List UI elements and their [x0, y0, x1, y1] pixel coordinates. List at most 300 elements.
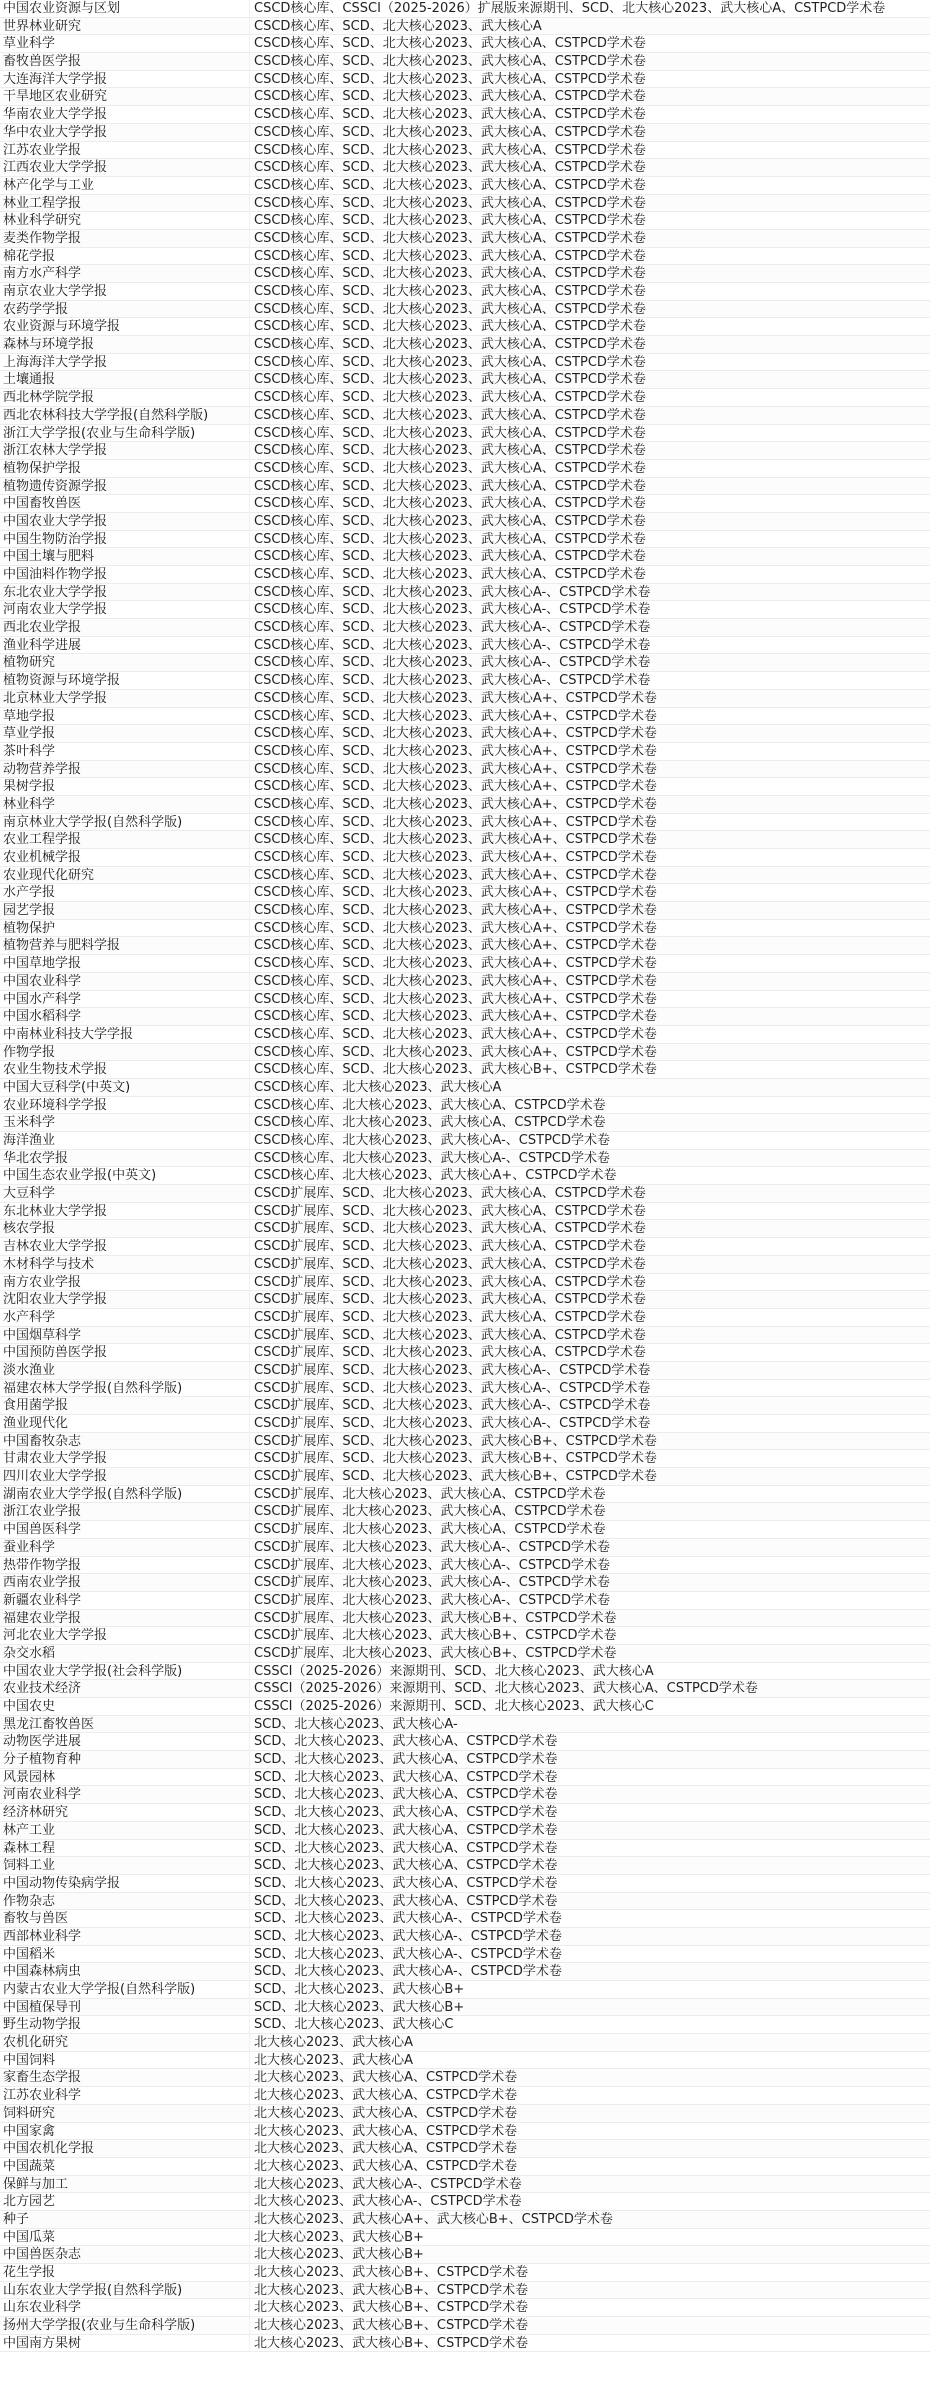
- table-row: [0, 2211, 930, 2229]
- table-row: [0, 1663, 930, 1681]
- journal-name-cell: 河南农业大学学报: [0, 601, 250, 618]
- table-row: [0, 2140, 930, 2158]
- table-row: [0, 920, 930, 938]
- journal-name-cell: 河北农业大学学报: [0, 1627, 250, 1644]
- journal-name-cell: 果树学报: [0, 778, 250, 795]
- journal-name-cell: 华南农业大学学报: [0, 106, 250, 123]
- table-row: [0, 1061, 930, 1079]
- table-row: [0, 2087, 930, 2105]
- journal-name-cell: 华北农学报: [0, 1150, 250, 1167]
- table-row: [0, 1415, 930, 1433]
- index-listing-cell: CSCD核心库、SCD、北大核心2023、武大核心A、CSTPCD学术卷: [254, 496, 646, 512]
- table-row: [0, 265, 930, 283]
- index-listing-cell: SCD、北大核心2023、武大核心A、CSTPCD学术卷: [254, 1893, 558, 1909]
- index-listing-cell: CSCD核心库、SCD、北大核心2023、武大核心A+、CSTPCD学术卷: [254, 761, 657, 777]
- index-listing-cell: CSCD核心库、SCD、北大核心2023、武大核心A: [254, 18, 542, 34]
- index-listing-cell: CSCD核心库、SCD、北大核心2023、武大核心A+、CSTPCD学术卷: [254, 1009, 657, 1025]
- table-row: [0, 407, 930, 425]
- index-listing-cell: CSCD核心库、SCD、北大核心2023、武大核心A+、CSTPCD学术卷: [254, 973, 657, 989]
- journal-name-cell: 植物研究: [0, 654, 250, 671]
- table-row: [0, 619, 930, 637]
- journal-name-cell: 山东农业大学学报(自然科学版): [0, 2282, 250, 2299]
- table-row: [0, 2069, 930, 2087]
- index-listing-cell: CSCD核心库、SCD、北大核心2023、武大核心A+、CSTPCD学术卷: [254, 779, 657, 795]
- journal-name-cell: 中国兽医科学: [0, 1521, 250, 1538]
- journal-name-cell: 核农学报: [0, 1220, 250, 1237]
- journal-name-cell: 东北林业大学学报: [0, 1203, 250, 1220]
- table-row: [0, 1220, 930, 1238]
- table-row: [0, 584, 930, 602]
- journal-name-cell: 野生动物学报: [0, 2016, 250, 2033]
- journal-name-cell: 华中农业大学学报: [0, 124, 250, 141]
- journal-name-cell: 中国饲料: [0, 2052, 250, 2069]
- table-row: [0, 88, 930, 106]
- journal-name-cell: 水产学报: [0, 884, 250, 901]
- journal-name-cell: 草业科学: [0, 35, 250, 52]
- index-listing-cell: CSCD核心库、SCD、北大核心2023、武大核心A、CSTPCD学术卷: [254, 354, 646, 370]
- journal-name-cell: 中国畜牧杂志: [0, 1433, 250, 1450]
- table-row: [0, 478, 930, 496]
- table-row: [0, 902, 930, 920]
- index-listing-cell: CSCD核心库、SCD、北大核心2023、武大核心A、CSTPCD学术卷: [254, 478, 646, 494]
- index-listing-cell: CSCD核心库、SCD、北大核心2023、武大核心A、CSTPCD学术卷: [254, 36, 646, 52]
- index-listing-cell: CSCD扩展库、SCD、北大核心2023、武大核心A、CSTPCD学术卷: [254, 1345, 646, 1361]
- journal-name-cell: 作物学报: [0, 1044, 250, 1061]
- table-row: [0, 2193, 930, 2211]
- journal-name-cell: 甘肃农业大学学报: [0, 1450, 250, 1467]
- index-listing-cell: CSCD核心库、SCD、北大核心2023、武大核心A+、CSTPCD学术卷: [254, 708, 657, 724]
- index-listing-cell: CSCD核心库、SCD、北大核心2023、武大核心A、CSTPCD学术卷: [254, 213, 646, 229]
- journal-name-cell: 棉花学报: [0, 248, 250, 265]
- table-row: [0, 955, 930, 973]
- index-listing-cell: 北大核心2023、武大核心A-、CSTPCD学术卷: [254, 2176, 522, 2192]
- index-listing-cell: CSCD核心库、SCD、北大核心2023、武大核心B+、CSTPCD学术卷: [254, 1062, 657, 1078]
- journal-name-cell: 中国烟草科学: [0, 1327, 250, 1344]
- journal-name-cell: 江西农业大学学报: [0, 159, 250, 176]
- index-listing-cell: 北大核心2023、武大核心B+、CSTPCD学术卷: [254, 2318, 529, 2334]
- journal-name-cell: 干旱地区农业研究: [0, 88, 250, 105]
- index-listing-cell: CSCD核心库、SCD、北大核心2023、武大核心A、CSTPCD学术卷: [254, 407, 646, 423]
- index-listing-cell: CSCD扩展库、北大核心2023、武大核心A、CSTPCD学术卷: [254, 1504, 606, 1520]
- journal-name-cell: 南方农业学报: [0, 1274, 250, 1291]
- journal-name-cell: 蚕业科学: [0, 1539, 250, 1556]
- table-row: [0, 1981, 930, 1999]
- journal-name-cell: 四川农业大学学报: [0, 1468, 250, 1485]
- table-row: [0, 124, 930, 142]
- journal-name-cell: 农业工程学报: [0, 831, 250, 848]
- index-listing-cell: CSCD核心库、SCD、北大核心2023、武大核心A、CSTPCD学术卷: [254, 124, 646, 140]
- index-listing-cell: SCD、北大核心2023、武大核心C: [254, 2017, 454, 2033]
- table-row: [0, 1539, 930, 1557]
- table-row: [0, 637, 930, 655]
- table-row: [0, 1132, 930, 1150]
- table-row: [0, 1256, 930, 1274]
- table-row: [0, 425, 930, 443]
- table-row: [0, 743, 930, 761]
- journal-name-cell: 中国畜牧兽医: [0, 495, 250, 512]
- journal-name-cell: 南方水产科学: [0, 265, 250, 282]
- journal-name-cell: 西北农业学报: [0, 619, 250, 636]
- index-listing-cell: SCD、北大核心2023、武大核心A-、CSTPCD学术卷: [254, 1964, 562, 1980]
- index-listing-cell: CSCD核心库、SCD、北大核心2023、武大核心A、CSTPCD学术卷: [254, 177, 646, 193]
- index-listing-cell: CSCD扩展库、北大核心2023、武大核心B+、CSTPCD学术卷: [254, 1628, 617, 1644]
- index-listing-cell: CSCD核心库、SCD、北大核心2023、武大核心A、CSTPCD学术卷: [254, 301, 646, 317]
- table-row: [0, 654, 930, 672]
- index-listing-cell: 北大核心2023、武大核心A、CSTPCD学术卷: [254, 2070, 518, 2086]
- index-listing-cell: 北大核心2023、武大核心B+、CSTPCD学术卷: [254, 2282, 529, 2298]
- table-row: [0, 1751, 930, 1769]
- journal-name-cell: 内蒙古农业大学学报(自然科学版): [0, 1981, 250, 1998]
- table-row: [0, 1026, 930, 1044]
- journal-name-cell: 畜牧兽医学报: [0, 53, 250, 70]
- index-listing-cell: SCD、北大核心2023、武大核心B+: [254, 1982, 465, 1997]
- table-row: [0, 672, 930, 690]
- index-listing-cell: 北大核心2023、武大核心B+、CSTPCD学术卷: [254, 2265, 529, 2280]
- journal-name-cell: 植物保护学报: [0, 460, 250, 477]
- table-row: [0, 53, 930, 71]
- journal-name-cell: 农药学学报: [0, 301, 250, 318]
- table-row: [0, 1592, 930, 1610]
- index-listing-cell: CSCD核心库、SCD、北大核心2023、武大核心A、CSTPCD学术卷: [254, 54, 646, 70]
- table-row: [0, 195, 930, 213]
- journal-name-cell: 中国农机化学报: [0, 2140, 250, 2157]
- index-listing-cell: CSCD核心库、SCD、北大核心2023、武大核心A、CSTPCD学术卷: [254, 142, 646, 158]
- index-listing-cell: 北大核心2023、武大核心A、CSTPCD学术卷: [254, 2105, 518, 2121]
- index-listing-cell: CSCD核心库、SCD、北大核心2023、武大核心A-、CSTPCD学术卷: [254, 637, 651, 653]
- journal-name-cell: 中国稻米: [0, 1946, 250, 1963]
- journal-name-cell: 植物保护: [0, 920, 250, 937]
- table-row: [0, 2123, 930, 2141]
- index-listing-cell: CSCD核心库、SCD、北大核心2023、武大核心A、CSTPCD学术卷: [254, 195, 646, 211]
- journal-name-cell: 中国水稻科学: [0, 1008, 250, 1025]
- index-listing-cell: CSCD核心库、SCD、北大核心2023、武大核心A+、CSTPCD学术卷: [254, 743, 657, 759]
- journal-name-cell: 麦类作物学报: [0, 230, 250, 247]
- journal-name-cell: 北京林业大学学报: [0, 690, 250, 707]
- index-listing-cell: SCD、北大核心2023、武大核心A、CSTPCD学术卷: [254, 1875, 558, 1891]
- index-listing-cell: CSCD扩展库、SCD、北大核心2023、武大核心A、CSTPCD学术卷: [254, 1292, 646, 1308]
- index-listing-cell: SCD、北大核心2023、武大核心A、CSTPCD学术卷: [254, 1734, 558, 1750]
- index-listing-cell: SCD、北大核心2023、武大核心A-、CSTPCD学术卷: [254, 1911, 562, 1927]
- journal-name-cell: 江苏农业学报: [0, 142, 250, 159]
- table-row: [0, 1503, 930, 1521]
- journal-name-cell: 中国森林病虫: [0, 1963, 250, 1980]
- table-row: [0, 177, 930, 195]
- journal-name-cell: 保鲜与加工: [0, 2176, 250, 2193]
- index-listing-cell: CSCD核心库、SCD、北大核心2023、武大核心A-、CSTPCD学术卷: [254, 602, 651, 618]
- table-row: [0, 1840, 930, 1858]
- journal-name-cell: 新疆农业科学: [0, 1592, 250, 1609]
- journal-name-cell: 森林工程: [0, 1840, 250, 1857]
- table-row: [0, 301, 930, 319]
- index-listing-cell: CSCD核心库、SCD、北大核心2023、武大核心A+、CSTPCD学术卷: [254, 885, 657, 901]
- table-row: [0, 708, 930, 726]
- table-row: [0, 212, 930, 230]
- index-listing-cell: CSCD核心库、北大核心2023、武大核心A: [254, 1079, 502, 1095]
- index-listing-cell: CSCD扩展库、SCD、北大核心2023、武大核心A-、CSTPCD学术卷: [254, 1380, 651, 1396]
- index-listing-cell: CSCD核心库、SCD、北大核心2023、武大核心A、CSTPCD学术卷: [254, 443, 646, 459]
- table-row: [0, 601, 930, 619]
- index-listing-cell: CSCD核心库、SCD、北大核心2023、武大核心A、CSTPCD学术卷: [254, 284, 646, 299]
- index-listing-cell: 北大核心2023、武大核心B+、CSTPCD学术卷: [254, 2335, 529, 2351]
- index-listing-cell: CSCD扩展库、SCD、北大核心2023、武大核心A、CSTPCD学术卷: [254, 1186, 646, 1202]
- table-row: [0, 1680, 930, 1698]
- journal-name-cell: 浙江农业学报: [0, 1503, 250, 1520]
- table-row: [0, 495, 930, 513]
- table-row: [0, 2016, 930, 2034]
- index-listing-cell: CSCD核心库、SCD、北大核心2023、武大核心A+、CSTPCD学术卷: [254, 726, 657, 742]
- journal-name-cell: 中国农业大学学报: [0, 513, 250, 530]
- index-listing-cell: 北大核心2023、武大核心A-、CSTPCD学术卷: [254, 2194, 522, 2210]
- journal-name-cell: 福建农业学报: [0, 1610, 250, 1627]
- table-row: [0, 1999, 930, 2017]
- table-row: [0, 1928, 930, 1946]
- journal-name-cell: 杂交水稻: [0, 1645, 250, 1662]
- index-listing-cell: CSCD扩展库、SCD、北大核心2023、武大核心B+、CSTPCD学术卷: [254, 1433, 657, 1449]
- table-row: [0, 1574, 930, 1592]
- index-listing-cell: SCD、北大核心2023、武大核心A、CSTPCD学术卷: [254, 1787, 558, 1803]
- table-row: [0, 1893, 930, 1911]
- index-listing-cell: CSCD核心库、SCD、北大核心2023、武大核心A+、CSTPCD学术卷: [254, 1044, 657, 1060]
- journal-name-cell: 家畜生态学报: [0, 2069, 250, 2086]
- journal-name-cell: 吉林农业大学学报: [0, 1238, 250, 1255]
- journal-name-cell: 湖南农业大学学报(自然科学版): [0, 1486, 250, 1503]
- index-listing-cell: CSCD扩展库、北大核心2023、武大核心B+、CSTPCD学术卷: [254, 1610, 617, 1626]
- table-row: [0, 566, 930, 584]
- index-listing-cell: CSCD核心库、北大核心2023、武大核心A、CSTPCD学术卷: [254, 1097, 606, 1113]
- index-listing-cell: CSCD核心库、SCD、北大核心2023、武大核心A、CSTPCD学术卷: [254, 513, 646, 529]
- journal-name-cell: 西部林业科学: [0, 1928, 250, 1945]
- table-row: [0, 991, 930, 1009]
- table-row: [0, 2299, 930, 2317]
- table-row: [0, 1698, 930, 1716]
- journal-name-cell: 热带作物学报: [0, 1557, 250, 1574]
- journal-name-cell: 中国油料作物学报: [0, 566, 250, 583]
- index-listing-cell: CSCD核心库、SCD、北大核心2023、武大核心A、CSTPCD学术卷: [254, 71, 646, 87]
- index-listing-cell: 北大核心2023、武大核心A、CSTPCD学术卷: [254, 2088, 518, 2104]
- index-listing-cell: CSCD核心库、SCD、北大核心2023、武大核心A、CSTPCD学术卷: [254, 567, 646, 582]
- journal-name-cell: 植物遗传资源学报: [0, 478, 250, 495]
- index-listing-cell: CSCD扩展库、SCD、北大核心2023、武大核心A、CSTPCD学术卷: [254, 1221, 646, 1237]
- journal-name-cell: 山东农业科学: [0, 2299, 250, 2316]
- journal-name-cell: 中国水产科学: [0, 991, 250, 1008]
- index-listing-cell: SCD、北大核心2023、武大核心B+: [254, 1999, 465, 2015]
- index-listing-cell: SCD、北大核心2023、武大核心A、CSTPCD学术卷: [254, 1805, 558, 1821]
- table-row: [0, 1450, 930, 1468]
- journal-name-cell: 大连海洋大学学报: [0, 71, 250, 88]
- journal-name-cell: 花生学报: [0, 2264, 250, 2281]
- table-row: [0, 230, 930, 248]
- table-row: [0, 1097, 930, 1115]
- table-row: [0, 2034, 930, 2052]
- index-listing-cell: SCD、北大核心2023、武大核心A、CSTPCD学术卷: [254, 1752, 558, 1768]
- journal-name-cell: 西南农业学报: [0, 1574, 250, 1591]
- index-listing-cell: CSCD核心库、CSSCI（2025-2026）扩展版来源期刊、SCD、北大核心2023、武大核心A、CSTPCD学术卷: [254, 1, 886, 16]
- journal-name-cell: 渔业现代化: [0, 1415, 250, 1432]
- index-listing-cell: CSCD扩展库、北大核心2023、武大核心A-、CSTPCD学术卷: [254, 1592, 610, 1608]
- journal-name-cell: 中国农业大学学报(社会科学版): [0, 1663, 250, 1680]
- index-listing-cell: SCD、北大核心2023、武大核心A、CSTPCD学术卷: [254, 1858, 558, 1874]
- index-listing-cell: 北大核心2023、武大核心A、CSTPCD学术卷: [254, 2123, 518, 2139]
- index-listing-cell: CSCD扩展库、SCD、北大核心2023、武大核心A-、CSTPCD学术卷: [254, 1416, 651, 1431]
- journal-name-cell: 浙江农林大学学报: [0, 442, 250, 459]
- journal-name-cell: 林产化学与工业: [0, 177, 250, 194]
- table-row: [0, 460, 930, 478]
- index-listing-cell: CSCD核心库、SCD、北大核心2023、武大核心A+、CSTPCD学术卷: [254, 938, 657, 954]
- index-listing-cell: CSCD核心库、SCD、北大核心2023、武大核心A-、CSTPCD学术卷: [254, 655, 651, 671]
- journal-name-cell: 中国预防兽医学报: [0, 1344, 250, 1361]
- journal-name-cell: 玉米科学: [0, 1114, 250, 1131]
- table-row: [0, 1433, 930, 1451]
- index-listing-cell: CSCD核心库、北大核心2023、武大核心A、CSTPCD学术卷: [254, 1115, 606, 1131]
- index-listing-cell: CSCD核心库、SCD、北大核心2023、武大核心A、CSTPCD学术卷: [254, 89, 646, 105]
- journal-name-cell: 林业科学研究: [0, 212, 250, 229]
- journal-name-cell: 河南农业科学: [0, 1786, 250, 1803]
- table-row: [0, 831, 930, 849]
- journal-name-cell: 上海海洋大学学报: [0, 354, 250, 371]
- table-row: [0, 1875, 930, 1893]
- journal-name-cell: 中南林业科技大学学报: [0, 1026, 250, 1043]
- table-row: [0, 1946, 930, 1964]
- journal-name-cell: 园艺学报: [0, 902, 250, 919]
- table-row: [0, 371, 930, 389]
- journal-name-cell: 中国农业资源与区划: [0, 0, 250, 17]
- table-row: [0, 1557, 930, 1575]
- table-row: [0, 18, 930, 36]
- index-listing-cell: CSCD扩展库、SCD、北大核心2023、武大核心A、CSTPCD学术卷: [254, 1256, 646, 1272]
- table-row: [0, 2246, 930, 2264]
- index-listing-cell: CSCD核心库、SCD、北大核心2023、武大核心A、CSTPCD学术卷: [254, 230, 646, 246]
- journal-name-cell: 北方园艺: [0, 2193, 250, 2210]
- journal-name-cell: 草地学报: [0, 708, 250, 725]
- table-row: [0, 814, 930, 832]
- index-listing-cell: CSCD核心库、北大核心2023、武大核心A-、CSTPCD学术卷: [254, 1133, 610, 1148]
- journal-name-cell: 世界林业研究: [0, 18, 250, 35]
- index-listing-cell: CSCD核心库、SCD、北大核心2023、武大核心A-、CSTPCD学术卷: [254, 620, 651, 636]
- table-row: [0, 1079, 930, 1097]
- table-row: [0, 1327, 930, 1345]
- table-row: [0, 513, 930, 531]
- journal-name-cell: 林业工程学报: [0, 195, 250, 212]
- journal-name-cell: 植物资源与环境学报: [0, 672, 250, 689]
- index-listing-cell: CSCD扩展库、SCD、北大核心2023、武大核心B+、CSTPCD学术卷: [254, 1451, 657, 1467]
- table-row: [0, 849, 930, 867]
- index-listing-cell: CSCD扩展库、SCD、北大核心2023、武大核心A-、CSTPCD学术卷: [254, 1362, 651, 1378]
- table-row: [0, 690, 930, 708]
- journal-name-cell: 中国南方果树: [0, 2335, 250, 2352]
- table-row: [0, 2158, 930, 2176]
- journal-name-cell: 水产科学: [0, 1309, 250, 1326]
- journal-name-cell: 食用菌学报: [0, 1397, 250, 1414]
- table-row: [0, 1610, 930, 1628]
- journal-name-cell: 农业技术经济: [0, 1680, 250, 1697]
- table-row: [0, 2229, 930, 2247]
- index-listing-cell: CSCD扩展库、北大核心2023、武大核心A-、CSTPCD学术卷: [254, 1557, 610, 1573]
- index-listing-cell: CSCD核心库、SCD、北大核心2023、武大核心A+、CSTPCD学术卷: [254, 796, 657, 812]
- journal-name-cell: 中国植保导刊: [0, 1999, 250, 2016]
- index-listing-cell: CSCD扩展库、SCD、北大核心2023、武大核心A-、CSTPCD学术卷: [254, 1398, 651, 1414]
- journal-name-cell: 风景园林: [0, 1769, 250, 1786]
- table-row: [0, 283, 930, 301]
- table-row: [0, 2282, 930, 2300]
- table-row: [0, 1291, 930, 1309]
- journal-name-cell: 江苏农业科学: [0, 2087, 250, 2104]
- journal-name-cell: 动物医学进展: [0, 1733, 250, 1750]
- index-listing-cell: CSCD扩展库、北大核心2023、武大核心B+、CSTPCD学术卷: [254, 1645, 617, 1661]
- index-listing-cell: CSCD核心库、SCD、北大核心2023、武大核心A+、CSTPCD学术卷: [254, 867, 657, 883]
- index-listing-cell: 北大核心2023、武大核心A+、武大核心B+、CSTPCD学术卷: [254, 2211, 613, 2227]
- table-row: [0, 159, 930, 177]
- table-row: [0, 796, 930, 814]
- table-row: [0, 1008, 930, 1026]
- journal-name-cell: 林业科学: [0, 796, 250, 813]
- index-listing-cell: CSCD核心库、SCD、北大核心2023、武大核心A、CSTPCD学术卷: [254, 160, 646, 176]
- journal-name-cell: 经济林研究: [0, 1804, 250, 1821]
- index-listing-cell: 北大核心2023、武大核心A: [254, 2052, 413, 2068]
- table-row: [0, 1521, 930, 1539]
- table-row: [0, 1203, 930, 1221]
- index-listing-cell: CSCD核心库、SCD、北大核心2023、武大核心A+、CSTPCD学术卷: [254, 903, 657, 919]
- index-listing-cell: SCD、北大核心2023、武大核心A、CSTPCD学术卷: [254, 1840, 558, 1856]
- index-listing-cell: SCD、北大核心2023、武大核心A-: [254, 1716, 458, 1732]
- table-row: [0, 1274, 930, 1292]
- index-listing-cell: 北大核心2023、武大核心B+: [254, 2247, 424, 2263]
- index-listing-cell: CSCD核心库、SCD、北大核心2023、武大核心A、CSTPCD学术卷: [254, 319, 646, 335]
- table-row: [0, 1786, 930, 1804]
- table-row: [0, 937, 930, 955]
- table-row: [0, 1963, 930, 1981]
- index-listing-cell: CSCD扩展库、SCD、北大核心2023、武大核心A、CSTPCD学术卷: [254, 1309, 646, 1325]
- journal-name-cell: 农机化研究: [0, 2034, 250, 2051]
- table-row: [0, 1645, 930, 1663]
- index-listing-cell: 北大核心2023、武大核心A: [254, 2035, 413, 2051]
- table-row: [0, 389, 930, 407]
- journal-name-cell: 畜牧与兽医: [0, 1910, 250, 1927]
- table-row: [0, 1362, 930, 1380]
- table-row: [0, 1822, 930, 1840]
- journal-name-cell: 海洋渔业: [0, 1132, 250, 1149]
- index-listing-cell: CSCD核心库、SCD、北大核心2023、武大核心A、CSTPCD学术卷: [254, 266, 646, 282]
- journal-name-cell: 农业机械学报: [0, 849, 250, 866]
- table-row: [0, 2317, 930, 2335]
- journal-name-cell: 农业环境科学学报: [0, 1097, 250, 1114]
- journal-name-cell: 茶叶科学: [0, 743, 250, 760]
- journal-name-cell: 黑龙江畜牧兽医: [0, 1716, 250, 1733]
- journal-name-cell: 植物营养与肥料学报: [0, 937, 250, 954]
- index-listing-cell: CSCD扩展库、SCD、北大核心2023、武大核心A、CSTPCD学术卷: [254, 1203, 646, 1219]
- index-listing-cell: CSCD核心库、SCD、北大核心2023、武大核心A+、CSTPCD学术卷: [254, 920, 657, 936]
- index-listing-cell: SCD、北大核心2023、武大核心A-、CSTPCD学术卷: [254, 1946, 562, 1962]
- journal-name-cell: 中国大豆科学(中英文): [0, 1079, 250, 1096]
- table-row: [0, 1804, 930, 1822]
- journal-name-cell: 中国农业科学: [0, 973, 250, 990]
- journal-name-cell: 渔业科学进展: [0, 637, 250, 654]
- journal-name-cell: 扬州大学学报(农业与生命科学版): [0, 2317, 250, 2334]
- index-listing-cell: CSCD扩展库、北大核心2023、武大核心A-、CSTPCD学术卷: [254, 1539, 610, 1555]
- index-listing-cell: 北大核心2023、武大核心B+、CSTPCD学术卷: [254, 2300, 529, 2316]
- journal-name-cell: 草业学报: [0, 725, 250, 742]
- journal-name-cell: 中国生物防治学报: [0, 531, 250, 548]
- table-row: [0, 318, 930, 336]
- table-row: [0, 1769, 930, 1787]
- journal-name-cell: 中国生态农业学报(中英文): [0, 1167, 250, 1184]
- table-row: [0, 761, 930, 779]
- journal-name-cell: 动物营养学报: [0, 761, 250, 778]
- journal-name-cell: 分子植物育种: [0, 1751, 250, 1768]
- table-row: [0, 884, 930, 902]
- table-row: [0, 1185, 930, 1203]
- table-row: [0, 1380, 930, 1398]
- index-listing-cell: 北大核心2023、武大核心B+: [254, 2229, 424, 2245]
